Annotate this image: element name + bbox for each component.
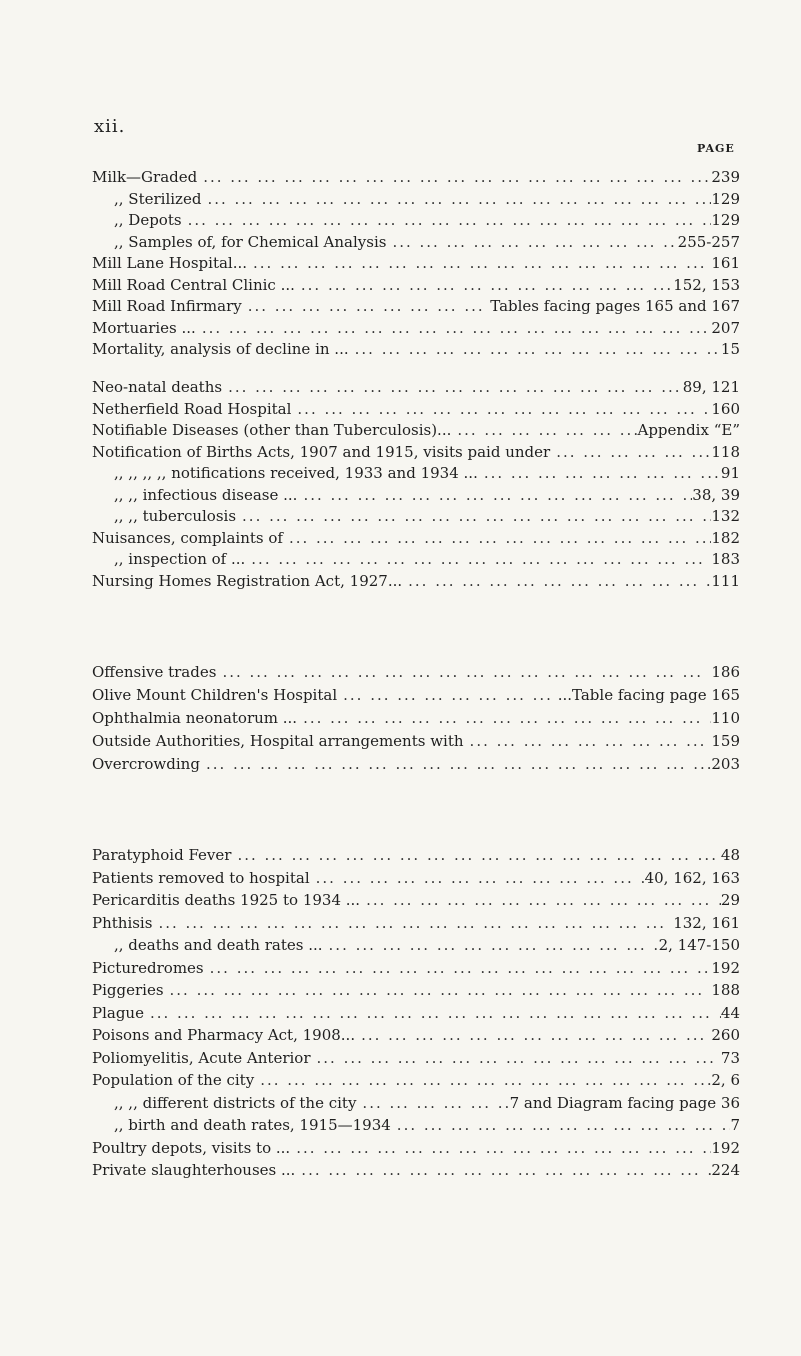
page-number: xii. [94,116,126,137]
index-entry-label: Population of the city [92,1071,255,1089]
leader-dots [295,1161,711,1179]
index-entry-label: Poultry depots, visits to ... [92,1138,291,1157]
leader-dots [236,507,711,525]
index-entry-page: 188 [711,981,740,999]
index-entry-page: 7 and Diagram facing page 36 [509,1093,740,1112]
index-entry-page: 132 [711,507,740,525]
index-entry-label: ,, ,, tuberculosis [114,507,237,525]
leader-dots [310,869,645,887]
index-entry-label: Outside Authorities, Hospital arrangements with [92,732,464,750]
leader-dots [283,529,711,547]
index-entry-label: Pericarditis deaths 1925 to 1934 ... [92,891,361,909]
index-entry [92,914,740,937]
index-entry [92,936,740,959]
index-entry-page: 129 [711,211,740,229]
index-entry-page: 203 [711,755,740,773]
index-section-o [92,663,740,778]
leader-dots [297,486,692,504]
index-entry-label: Private slaughterhouses ... [92,1161,296,1179]
index-entry-label: ,, birth and death rates, 1915—1934 [114,1116,391,1134]
index-entry-page: Appendix “E” [637,421,740,439]
index-entry [92,1026,740,1049]
leader-dots [360,891,721,909]
index-entry [92,981,740,1004]
leader-dots [295,276,673,294]
index-entry-label: Picturedromes [92,958,204,977]
index-entry [92,297,740,319]
leader-dots [337,686,558,704]
index-entry-page: 132, 161 [673,913,740,932]
index-entry-page: 129 [711,189,740,208]
index-entry-label: Olive Mount Children's Hospital [92,686,338,704]
leader-dots [231,846,720,864]
index-entry [92,1139,740,1162]
index-section-p [92,846,740,1184]
leader-dots [197,168,711,186]
index-entry-label: Patients removed to hospital [92,868,310,887]
index-entry-label: Poisons and Pharmacy Act, 1908... [92,1026,356,1044]
index-entry-label: ,, deaths and death rates ... [114,936,323,954]
index-entry-page: 192 [711,1138,740,1157]
index-entry-label: Mortuaries ... [92,318,196,337]
index-entry [92,421,740,443]
index-entry-page: 152, 153 [673,275,740,294]
leader-dots [402,572,711,590]
index-section-m [92,168,740,362]
index-entry [92,400,740,422]
leader-dots [290,1139,711,1157]
index-entry-page: 160 [711,399,740,418]
index-entry-page: Tables facing pages 165 and 167 [490,297,740,315]
index-entry [92,1071,740,1094]
index-entry-label: Piggeries [92,981,164,999]
index-entry-page: 239 [711,168,740,186]
index-entry [92,1161,740,1184]
leader-dots [349,340,721,358]
index-entry [92,233,740,255]
index-entry-label: Neo-natal deaths [92,378,223,396]
index-entry-page: 91 [720,464,740,482]
index-entry-page: 110 [711,709,740,727]
index-entry [92,1049,740,1072]
index-entry [92,709,740,732]
index-entry-label: Netherfield Road Hospital [92,399,292,418]
index-entry [92,663,740,686]
index-entry [92,1004,740,1027]
index-entry [92,959,740,982]
index-entry-label: Milk—Graded [92,168,198,186]
index-entry [92,550,740,572]
leader-dots [164,981,712,999]
index-entry-label: ,, inspection of ... [114,550,246,568]
index-entry-label: Overcrowding [92,755,200,773]
index-entry-label: Offensive trades [92,663,217,681]
index-entry [92,572,740,594]
leader-dots [247,254,711,272]
index-entry [92,755,740,778]
index-entry [92,443,740,465]
index-entry-page: 44 [720,1003,740,1022]
index-entry-label: Mill Road Central Clinic ... [92,275,295,294]
leader-dots [323,936,659,954]
index-entry-page: ...Table facing page 165 [557,686,740,704]
leader-dots [451,421,637,439]
leader-dots [386,233,677,251]
leader-dots [464,732,712,750]
index-entry-label: Poliomyelitis, Acute Anterior [92,1048,311,1067]
index-entry-page: 15 [720,340,740,358]
index-entry [92,319,740,341]
index-entry-page: 255-257 [677,232,740,251]
index-entry [92,168,740,190]
index-entry [92,340,740,362]
leader-dots [254,1071,711,1089]
index-entry [92,254,740,276]
index-entry [92,1094,740,1117]
index-entry [92,486,740,508]
index-entry-page: 118 [711,442,740,461]
index-entry-page: 40, 162, 163 [644,868,740,887]
index-entry-page: 38, 39 [692,485,740,504]
index-entry-page: 89, 121 [682,378,740,396]
index-entry-page: 2, 147-150 [658,936,740,954]
leader-dots [200,755,711,773]
leader-dots [311,1049,721,1067]
index-entry [92,529,740,551]
index-entry-label: Mill Road Infirmary [92,297,242,315]
index-entry [92,891,740,914]
index-entry-page: 2, 6 [711,1071,740,1089]
leader-dots [356,1094,509,1112]
page-column-heading: PAGE [697,142,735,155]
leader-dots [297,709,711,727]
leader-dots [204,959,712,977]
index-entry [92,686,740,709]
index-entry-page: 260 [711,1026,740,1044]
index-entry-label: Plague [92,1003,144,1022]
index-entry-page: 7 [730,1116,740,1134]
index-entry [92,276,740,298]
leader-dots [478,464,721,482]
index-entry-page: 183 [711,550,740,568]
index-entry-page: 161 [711,254,740,272]
index-entry-label: ,, Sterilized [114,189,202,208]
index-entry-label: Mortality, analysis of decline in ... [92,340,349,358]
index-entry [92,378,740,400]
index-entry [92,869,740,892]
index-entry [92,732,740,755]
leader-dots [222,378,683,396]
index-entry-page: 182 [711,528,740,547]
index-entry-page: 73 [720,1048,740,1067]
leader-dots [182,211,712,229]
index-entry-label: ,, ,, ,, ,, notifications received, 1933 and 1934 ... [114,464,478,482]
index-entry-page: 192 [711,958,740,977]
index-entry-label: ,, ,, infectious disease ... [114,485,298,504]
index-entry [92,507,740,529]
index-entry-label: ,, Depots [114,211,182,229]
index-entry-page: 207 [711,318,740,337]
index-entry-label: Paratyphoid Fever [92,846,232,864]
leader-dots [291,400,711,418]
index-entry-page: 159 [711,732,740,750]
index-entry-label: Nuisances, complaints of [92,528,283,547]
index-entry-label: ,, ,, different districts of the city [114,1093,357,1112]
leader-dots [391,1116,731,1134]
index-entry-label: Phthisis [92,913,153,932]
index-entry-label: ,, Samples of, for Chemical Analysis [114,232,387,251]
index-entry [92,464,740,486]
leader-dots [245,550,711,568]
leader-dots [152,914,673,932]
index-entry [92,211,740,233]
index-entry-label: Ophthalmia neonatorum ... [92,709,298,727]
leader-dots [355,1026,711,1044]
index-entry-label: Nursing Homes Registration Act, 1927... [92,571,403,590]
leader-dots [550,443,711,461]
leader-dots [144,1004,721,1022]
leader-dots [201,190,711,208]
index-entry [92,846,740,869]
index-entry-page: 29 [720,891,740,909]
leader-dots [216,663,711,681]
index-entry-label: Notification of Births Acts, 1907 and 1915, visits paid under [92,442,551,461]
index-entry-label: Mill Lane Hospital... [92,254,248,272]
leader-dots [196,319,712,337]
index-entry-page: 48 [720,846,740,864]
index-section-n [92,378,740,593]
index-entry-page: 111 [711,571,740,590]
index-entry [92,190,740,212]
leader-dots [242,297,491,315]
index-entry-label: Notifiable Diseases (other than Tuberculosis)... [92,421,452,439]
index-entry-page: 186 [711,663,740,681]
index-entry-page: 224 [711,1161,740,1179]
index-entry [92,1116,740,1139]
